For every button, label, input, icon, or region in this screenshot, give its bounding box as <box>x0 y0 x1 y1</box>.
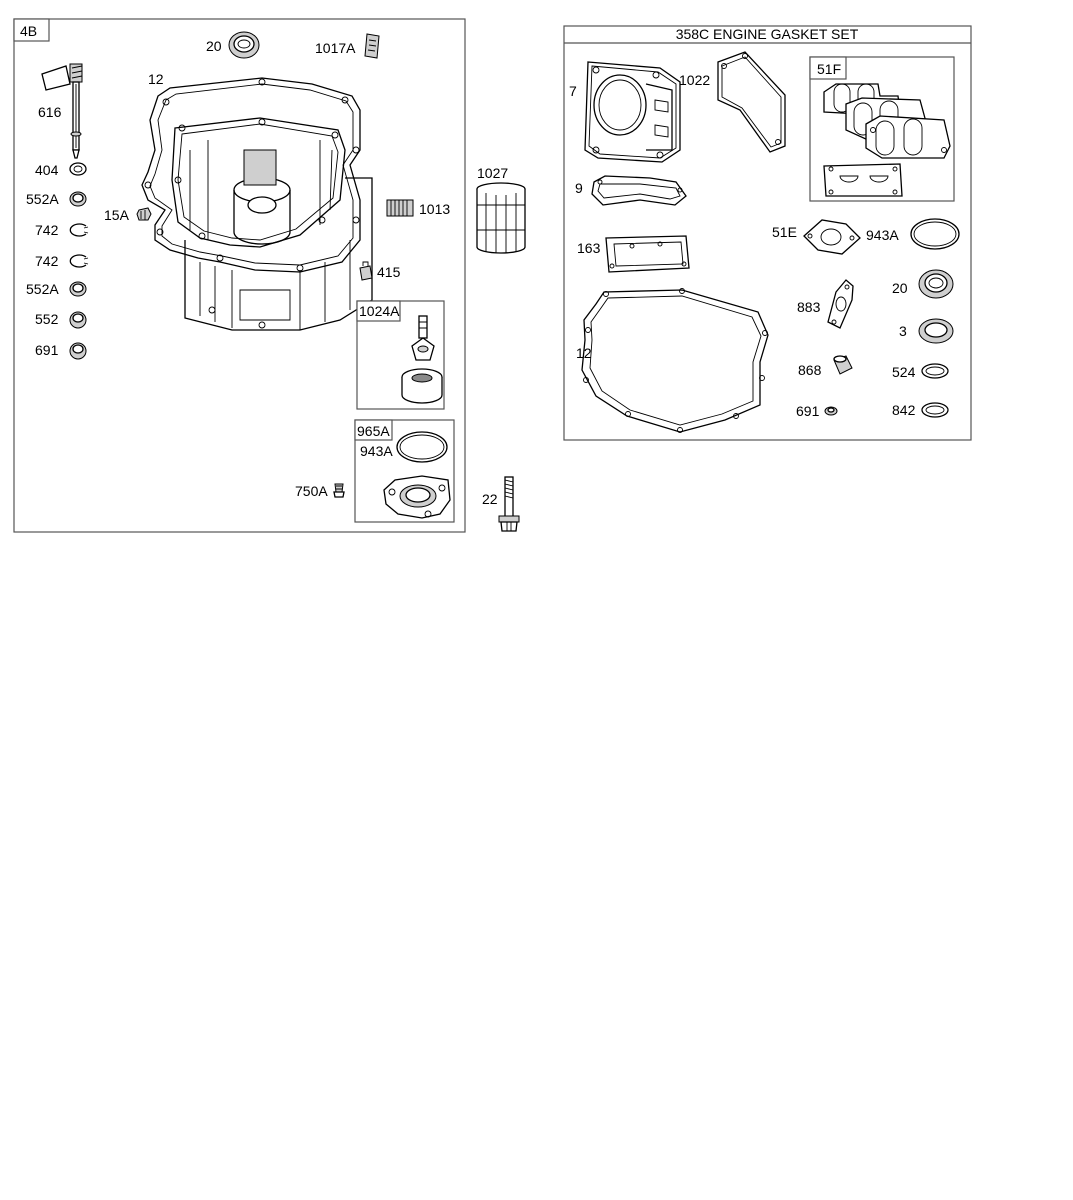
part-1017a-drawing <box>365 34 379 58</box>
part-1022-drawing <box>718 52 785 152</box>
callout-12-gasket: 12 <box>576 345 592 361</box>
callout-12: 12 <box>148 71 164 87</box>
part-404-drawing <box>70 163 86 175</box>
callout-22: 22 <box>482 491 498 507</box>
callout-15a: 15A <box>104 207 129 223</box>
callout-742-second: 742 <box>35 253 59 269</box>
callout-883: 883 <box>797 299 821 315</box>
callout-415: 415 <box>377 264 401 280</box>
kit-51f <box>810 57 954 201</box>
panel-358c-title: 358C ENGINE GASKET SET <box>675 26 859 42</box>
callout-163: 163 <box>577 240 601 256</box>
part-552a-drawing-2 <box>70 282 86 296</box>
part-750a-drawing <box>334 484 344 497</box>
callout-691-right: 691 <box>796 403 820 419</box>
part-51e-drawing <box>804 220 860 254</box>
kit-965a <box>355 420 454 522</box>
callout-20-right: 20 <box>892 280 908 296</box>
callout-691: 691 <box>35 342 59 358</box>
callout-9: 9 <box>575 180 583 196</box>
part-15a-drawing <box>137 208 151 220</box>
part-868-drawing <box>834 356 852 374</box>
part-842-drawing <box>922 403 948 417</box>
callout-404: 404 <box>35 162 59 178</box>
part-7-head-gasket-drawing <box>585 62 680 162</box>
part-883-drawing <box>828 280 853 328</box>
callout-842: 842 <box>892 402 916 418</box>
callout-868: 868 <box>798 362 822 378</box>
callout-3: 3 <box>899 323 907 339</box>
callout-943a-left: 943A <box>360 443 393 459</box>
callout-51e: 51E <box>772 224 797 240</box>
part-691-drawing <box>70 343 86 359</box>
part-691-right-drawing <box>825 407 837 415</box>
callout-552a-second: 552A <box>26 281 59 297</box>
callout-742: 742 <box>35 222 59 238</box>
part-524-drawing <box>922 364 948 378</box>
callout-524: 524 <box>892 364 916 380</box>
part-163-drawing <box>606 236 689 272</box>
panel-358c <box>564 26 971 440</box>
part-552-drawing <box>70 312 86 328</box>
kit-1024a-label: 1024A <box>359 303 400 319</box>
part-9-drawing <box>592 176 686 205</box>
callout-7: 7 <box>569 83 577 99</box>
callout-20: 20 <box>206 38 222 54</box>
part-552a-drawing <box>70 192 86 206</box>
part-20-seal-right-drawing <box>919 270 953 298</box>
part-742-clip-drawing <box>70 224 88 236</box>
part-12-gasket-drawing <box>582 289 768 433</box>
callout-943a-right: 943A <box>866 227 899 243</box>
kit-965a-label: 965A <box>357 423 390 439</box>
part-943a-drawing <box>911 219 959 249</box>
part-22-bolt <box>482 477 519 531</box>
callout-1022: 1022 <box>679 72 711 88</box>
part-3-drawing <box>919 319 953 343</box>
callout-552: 552 <box>35 311 59 327</box>
kit-51f-label: 51F <box>817 61 842 77</box>
part-12-sump-drawing <box>142 78 372 330</box>
callout-616: 616 <box>38 104 62 120</box>
callout-1013: 1013 <box>419 201 451 217</box>
callout-552a: 552A <box>26 191 59 207</box>
callout-750a: 750A <box>295 483 328 499</box>
part-1027-oil-filter <box>477 165 525 253</box>
callout-1027: 1027 <box>477 165 509 181</box>
panel-4b <box>14 19 465 532</box>
kit-1024a <box>357 301 444 409</box>
panel-4b-tag: 4B <box>20 23 38 39</box>
part-20-seal-drawing <box>229 32 259 58</box>
part-1013-drawing <box>387 200 413 216</box>
part-742-clip-drawing-2 <box>70 255 88 267</box>
callout-1017a: 1017A <box>315 40 356 56</box>
